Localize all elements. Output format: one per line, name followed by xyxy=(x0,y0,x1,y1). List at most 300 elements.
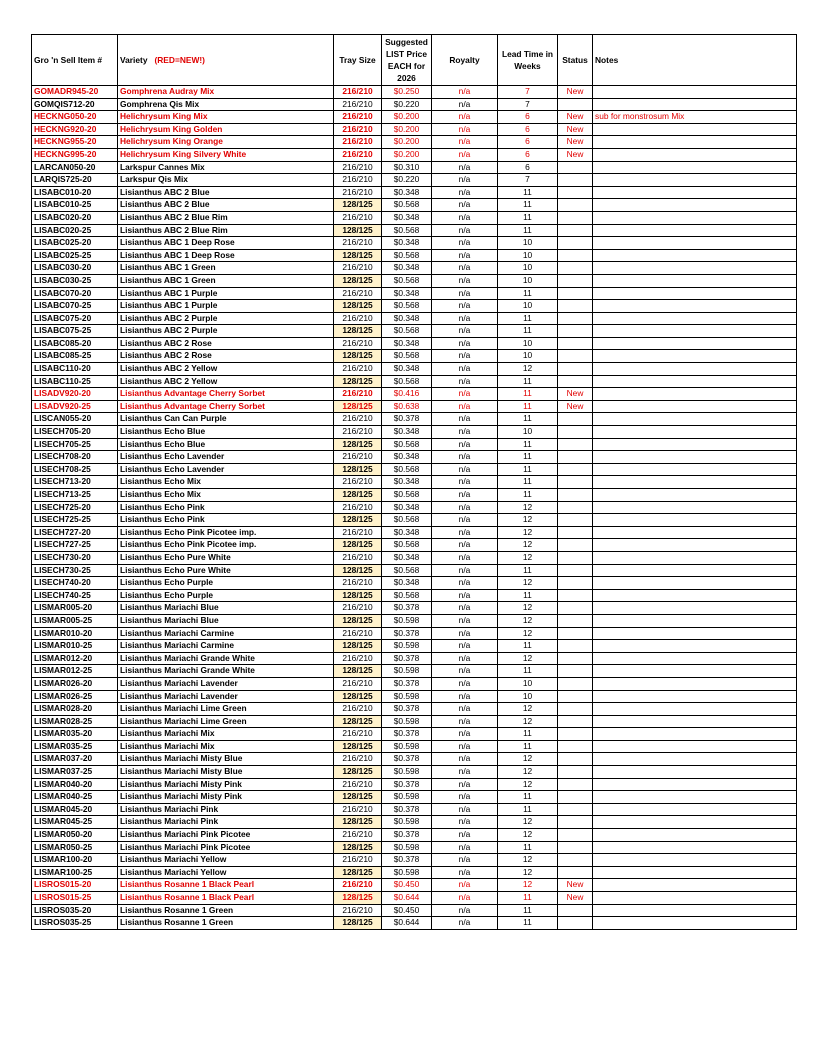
cell-status xyxy=(558,778,593,791)
cell-price: $0.598 xyxy=(382,640,432,653)
cell-royalty: n/a xyxy=(432,375,498,388)
table-row xyxy=(32,753,797,766)
cell-status xyxy=(558,640,593,653)
cell-lead-time: 12 xyxy=(498,879,558,892)
cell-royalty: n/a xyxy=(432,325,498,338)
table-row xyxy=(32,816,797,829)
cell-status xyxy=(558,426,593,439)
cell-item: LISMAR100-25 xyxy=(32,866,118,879)
cell-royalty: n/a xyxy=(432,350,498,363)
cell-item: LISABC025-20 xyxy=(32,237,118,250)
table-row xyxy=(32,186,797,199)
cell-notes xyxy=(593,690,797,703)
cell-lead-time: 11 xyxy=(498,211,558,224)
cell-tray: 216/210 xyxy=(334,703,382,716)
cell-status xyxy=(558,904,593,917)
cell-lead-time: 7 xyxy=(498,174,558,187)
cell-price: $0.598 xyxy=(382,665,432,678)
cell-lead-time: 6 xyxy=(498,111,558,124)
cell-lead-time: 11 xyxy=(498,841,558,854)
cell-item: LISABC070-25 xyxy=(32,300,118,313)
cell-royalty: n/a xyxy=(432,640,498,653)
cell-notes xyxy=(593,388,797,401)
cell-status xyxy=(558,854,593,867)
cell-tray: 128/125 xyxy=(334,665,382,678)
cell-price: $0.348 xyxy=(382,237,432,250)
cell-item: LISECH727-20 xyxy=(32,526,118,539)
cell-item: LISROS035-25 xyxy=(32,917,118,930)
cell-status xyxy=(558,186,593,199)
cell-item: LISECH705-20 xyxy=(32,426,118,439)
cell-price: $0.568 xyxy=(382,350,432,363)
cell-royalty: n/a xyxy=(432,186,498,199)
cell-variety: Lisianthus Rosanne 1 Green xyxy=(118,917,334,930)
cell-price: $0.644 xyxy=(382,892,432,905)
cell-item: LISMAR005-25 xyxy=(32,614,118,627)
cell-royalty: n/a xyxy=(432,551,498,564)
cell-royalty: n/a xyxy=(432,337,498,350)
cell-tray: 128/125 xyxy=(334,224,382,237)
cell-status xyxy=(558,463,593,476)
cell-royalty: n/a xyxy=(432,199,498,212)
cell-royalty: n/a xyxy=(432,917,498,930)
table-row xyxy=(32,199,797,212)
cell-item: LISECH708-25 xyxy=(32,463,118,476)
cell-royalty: n/a xyxy=(432,224,498,237)
cell-lead-time: 11 xyxy=(498,375,558,388)
cell-price: $0.568 xyxy=(382,249,432,262)
cell-royalty: n/a xyxy=(432,879,498,892)
cell-variety: Lisianthus Mariachi Lavender xyxy=(118,690,334,703)
cell-lead-time: 12 xyxy=(498,854,558,867)
cell-item: HECKNG955-20 xyxy=(32,136,118,149)
cell-status xyxy=(558,665,593,678)
cell-price: $0.568 xyxy=(382,589,432,602)
cell-lead-time: 11 xyxy=(498,325,558,338)
cell-item: LISABC110-20 xyxy=(32,363,118,376)
table-row xyxy=(32,413,797,426)
cell-notes xyxy=(593,514,797,527)
cell-status xyxy=(558,325,593,338)
col-royalty-header: Royalty xyxy=(432,35,498,86)
cell-price: $0.378 xyxy=(382,627,432,640)
cell-status: New xyxy=(558,388,593,401)
cell-tray: 216/210 xyxy=(334,237,382,250)
cell-tray: 128/125 xyxy=(334,463,382,476)
cell-price: $0.348 xyxy=(382,337,432,350)
table-row xyxy=(32,337,797,350)
cell-variety: Lisianthus Mariachi Mix xyxy=(118,728,334,741)
cell-tray: 216/210 xyxy=(334,677,382,690)
cell-royalty: n/a xyxy=(432,161,498,174)
cell-lead-time: 11 xyxy=(498,640,558,653)
cell-notes xyxy=(593,866,797,879)
cell-item: LISROS015-20 xyxy=(32,879,118,892)
cell-notes xyxy=(593,375,797,388)
cell-notes xyxy=(593,589,797,602)
cell-price: $0.598 xyxy=(382,841,432,854)
cell-item: HECKNG920-20 xyxy=(32,123,118,136)
cell-tray: 128/125 xyxy=(334,325,382,338)
cell-variety: Lisianthus ABC 2 Blue xyxy=(118,186,334,199)
cell-tray: 216/210 xyxy=(334,136,382,149)
cell-price: $0.378 xyxy=(382,829,432,842)
cell-royalty: n/a xyxy=(432,778,498,791)
cell-variety: Lisianthus Mariachi Blue xyxy=(118,614,334,627)
cell-lead-time: 12 xyxy=(498,715,558,728)
cell-price: $0.568 xyxy=(382,199,432,212)
cell-notes xyxy=(593,640,797,653)
cell-item: HECKNG050-20 xyxy=(32,111,118,124)
cell-notes xyxy=(593,363,797,376)
cell-royalty: n/a xyxy=(432,136,498,149)
cell-item: LISROS015-25 xyxy=(32,892,118,905)
cell-status xyxy=(558,489,593,502)
cell-tray: 216/210 xyxy=(334,627,382,640)
cell-item: LISABC010-20 xyxy=(32,186,118,199)
cell-lead-time: 11 xyxy=(498,904,558,917)
cell-status xyxy=(558,803,593,816)
cell-royalty: n/a xyxy=(432,829,498,842)
cell-variety: Lisianthus Mariachi Pink xyxy=(118,803,334,816)
cell-item: LISECH725-25 xyxy=(32,514,118,527)
cell-variety: Lisianthus Rosanne 1 Green xyxy=(118,904,334,917)
cell-notes xyxy=(593,879,797,892)
cell-status: New xyxy=(558,111,593,124)
table-row xyxy=(32,274,797,287)
cell-item: LISMAR037-20 xyxy=(32,753,118,766)
cell-tray: 216/210 xyxy=(334,148,382,161)
table-row xyxy=(32,879,797,892)
cell-notes xyxy=(593,841,797,854)
cell-royalty: n/a xyxy=(432,854,498,867)
cell-royalty: n/a xyxy=(432,501,498,514)
cell-notes xyxy=(593,136,797,149)
cell-notes xyxy=(593,526,797,539)
cell-tray: 216/210 xyxy=(334,602,382,615)
cell-price: $0.378 xyxy=(382,413,432,426)
cell-variety: Lisianthus Echo Blue xyxy=(118,438,334,451)
cell-notes xyxy=(593,199,797,212)
cell-price: $0.348 xyxy=(382,551,432,564)
cell-item: GOMADR945-20 xyxy=(32,86,118,99)
cell-lead-time: 11 xyxy=(498,728,558,741)
cell-notes xyxy=(593,287,797,300)
table-row xyxy=(32,161,797,174)
cell-variety: Lisianthus ABC 2 Rose xyxy=(118,337,334,350)
cell-item: LISECH740-25 xyxy=(32,589,118,602)
cell-item: LARCAN050-20 xyxy=(32,161,118,174)
cell-item: LISCAN055-20 xyxy=(32,413,118,426)
cell-tray: 128/125 xyxy=(334,791,382,804)
header-row xyxy=(32,35,797,86)
cell-price: $0.348 xyxy=(382,363,432,376)
cell-notes xyxy=(593,325,797,338)
cell-status xyxy=(558,740,593,753)
cell-notes xyxy=(593,665,797,678)
cell-tray: 216/210 xyxy=(334,211,382,224)
cell-item: HECKNG995-20 xyxy=(32,148,118,161)
cell-notes xyxy=(593,715,797,728)
cell-tray: 128/125 xyxy=(334,375,382,388)
cell-item: LISECH725-20 xyxy=(32,501,118,514)
cell-item: LISMAR100-20 xyxy=(32,854,118,867)
cell-lead-time: 11 xyxy=(498,917,558,930)
cell-item: LISMAR035-20 xyxy=(32,728,118,741)
cell-price: $0.378 xyxy=(382,677,432,690)
cell-tray: 128/125 xyxy=(334,589,382,602)
cell-price: $0.348 xyxy=(382,211,432,224)
cell-tray: 216/210 xyxy=(334,803,382,816)
cell-status xyxy=(558,690,593,703)
table-row xyxy=(32,551,797,564)
cell-tray: 216/210 xyxy=(334,111,382,124)
cell-variety: Lisianthus Echo Blue xyxy=(118,426,334,439)
cell-price: $0.200 xyxy=(382,123,432,136)
cell-notes xyxy=(593,463,797,476)
cell-royalty: n/a xyxy=(432,677,498,690)
table-row xyxy=(32,866,797,879)
cell-item: LISECH713-20 xyxy=(32,476,118,489)
cell-status xyxy=(558,917,593,930)
cell-notes xyxy=(593,211,797,224)
table-row xyxy=(32,539,797,552)
cell-status: New xyxy=(558,86,593,99)
table-row xyxy=(32,526,797,539)
cell-tray: 216/210 xyxy=(334,879,382,892)
cell-tray: 216/210 xyxy=(334,904,382,917)
cell-royalty: n/a xyxy=(432,463,498,476)
cell-variety: Lisianthus Mariachi Carmine xyxy=(118,627,334,640)
cell-notes xyxy=(593,413,797,426)
cell-price: $0.568 xyxy=(382,463,432,476)
cell-tray: 216/210 xyxy=(334,551,382,564)
table-row xyxy=(32,841,797,854)
table-row xyxy=(32,237,797,250)
cell-status xyxy=(558,866,593,879)
cell-status xyxy=(558,602,593,615)
table-row xyxy=(32,677,797,690)
cell-price: $0.598 xyxy=(382,690,432,703)
cell-status xyxy=(558,766,593,779)
cell-item: LISABC030-25 xyxy=(32,274,118,287)
cell-notes xyxy=(593,501,797,514)
cell-tray: 128/125 xyxy=(334,640,382,653)
cell-royalty: n/a xyxy=(432,237,498,250)
cell-lead-time: 12 xyxy=(498,829,558,842)
cell-lead-time: 7 xyxy=(498,86,558,99)
cell-royalty: n/a xyxy=(432,262,498,275)
cell-price: $0.416 xyxy=(382,388,432,401)
cell-notes xyxy=(593,476,797,489)
cell-variety: Lisianthus Mariachi Misty Blue xyxy=(118,753,334,766)
cell-tray: 216/210 xyxy=(334,123,382,136)
cell-notes: sub for monstrosum Mix xyxy=(593,111,797,124)
cell-item: LISABC025-25 xyxy=(32,249,118,262)
cell-status xyxy=(558,677,593,690)
table-row xyxy=(32,627,797,640)
cell-variety: Lisianthus Mariachi Mix xyxy=(118,740,334,753)
cell-lead-time: 11 xyxy=(498,589,558,602)
cell-notes xyxy=(593,86,797,99)
cell-tray: 216/210 xyxy=(334,413,382,426)
cell-item: LISECH705-25 xyxy=(32,438,118,451)
cell-royalty: n/a xyxy=(432,98,498,111)
cell-lead-time: 10 xyxy=(498,249,558,262)
cell-tray: 128/125 xyxy=(334,199,382,212)
cell-lead-time: 10 xyxy=(498,426,558,439)
cell-price: $0.598 xyxy=(382,866,432,879)
col-tray-header: Tray Size xyxy=(334,35,382,86)
cell-item: LISMAR035-25 xyxy=(32,740,118,753)
cell-royalty: n/a xyxy=(432,703,498,716)
cell-price: $0.598 xyxy=(382,766,432,779)
cell-status xyxy=(558,337,593,350)
cell-price: $0.568 xyxy=(382,564,432,577)
cell-lead-time: 11 xyxy=(498,413,558,426)
cell-lead-time: 12 xyxy=(498,577,558,590)
cell-price: $0.450 xyxy=(382,904,432,917)
cell-item: LISABC110-25 xyxy=(32,375,118,388)
cell-lead-time: 12 xyxy=(498,551,558,564)
cell-lead-time: 10 xyxy=(498,237,558,250)
cell-royalty: n/a xyxy=(432,514,498,527)
cell-item: LISMAR012-20 xyxy=(32,652,118,665)
cell-item: LISMAR005-20 xyxy=(32,602,118,615)
cell-variety: Lisianthus Echo Pink xyxy=(118,514,334,527)
cell-variety: Lisianthus Echo Lavender xyxy=(118,451,334,464)
cell-notes xyxy=(593,740,797,753)
cell-variety: Lisianthus Mariachi Lime Green xyxy=(118,703,334,716)
cell-price: $0.598 xyxy=(382,614,432,627)
cell-status xyxy=(558,174,593,187)
cell-royalty: n/a xyxy=(432,400,498,413)
cell-status xyxy=(558,249,593,262)
cell-lead-time: 11 xyxy=(498,312,558,325)
cell-item: GOMQIS712-20 xyxy=(32,98,118,111)
cell-status xyxy=(558,791,593,804)
table-row xyxy=(32,123,797,136)
cell-lead-time: 10 xyxy=(498,690,558,703)
cell-notes xyxy=(593,224,797,237)
cell-royalty: n/a xyxy=(432,426,498,439)
cell-status xyxy=(558,514,593,527)
cell-tray: 216/210 xyxy=(334,728,382,741)
cell-lead-time: 11 xyxy=(498,892,558,905)
cell-variety: Lisianthus Echo Pure White xyxy=(118,564,334,577)
cell-status xyxy=(558,526,593,539)
cell-lead-time: 11 xyxy=(498,186,558,199)
cell-notes xyxy=(593,400,797,413)
cell-tray: 128/125 xyxy=(334,866,382,879)
cell-lead-time: 6 xyxy=(498,123,558,136)
table-row xyxy=(32,211,797,224)
cell-tray: 216/210 xyxy=(334,161,382,174)
cell-royalty: n/a xyxy=(432,539,498,552)
cell-item: LISABC010-25 xyxy=(32,199,118,212)
cell-notes xyxy=(593,564,797,577)
cell-variety: Lisianthus ABC 2 Blue Rim xyxy=(118,224,334,237)
cell-royalty: n/a xyxy=(432,715,498,728)
cell-lead-time: 12 xyxy=(498,602,558,615)
table-row xyxy=(32,86,797,99)
table-row xyxy=(32,111,797,124)
cell-royalty: n/a xyxy=(432,803,498,816)
cell-item: LISMAR028-25 xyxy=(32,715,118,728)
cell-item: LISMAR040-25 xyxy=(32,791,118,804)
cell-notes xyxy=(593,161,797,174)
table-row xyxy=(32,514,797,527)
table-row xyxy=(32,577,797,590)
cell-item: LISROS035-20 xyxy=(32,904,118,917)
cell-variety: Lisianthus ABC 2 Rose xyxy=(118,350,334,363)
cell-notes xyxy=(593,426,797,439)
cell-status xyxy=(558,577,593,590)
table-row xyxy=(32,917,797,930)
cell-royalty: n/a xyxy=(432,388,498,401)
cell-tray: 216/210 xyxy=(334,476,382,489)
table-row xyxy=(32,98,797,111)
cell-royalty: n/a xyxy=(432,841,498,854)
table-row xyxy=(32,476,797,489)
cell-royalty: n/a xyxy=(432,174,498,187)
cell-status: New xyxy=(558,879,593,892)
table-row xyxy=(32,262,797,275)
cell-tray: 216/210 xyxy=(334,526,382,539)
cell-tray: 128/125 xyxy=(334,892,382,905)
cell-status xyxy=(558,841,593,854)
cell-notes xyxy=(593,791,797,804)
cell-status xyxy=(558,501,593,514)
cell-tray: 128/125 xyxy=(334,514,382,527)
table-row xyxy=(32,703,797,716)
cell-status xyxy=(558,211,593,224)
cell-tray: 128/125 xyxy=(334,740,382,753)
cell-lead-time: 11 xyxy=(498,438,558,451)
cell-lead-time: 10 xyxy=(498,262,558,275)
cell-tray: 128/125 xyxy=(334,917,382,930)
cell-variety: Lisianthus Advantage Cherry Sorbet xyxy=(118,388,334,401)
table-row xyxy=(32,803,797,816)
cell-royalty: n/a xyxy=(432,766,498,779)
cell-price: $0.348 xyxy=(382,526,432,539)
cell-variety: Lisianthus Mariachi Grande White xyxy=(118,652,334,665)
table-row xyxy=(32,564,797,577)
cell-notes xyxy=(593,614,797,627)
cell-variety: Lisianthus ABC 2 Purple xyxy=(118,325,334,338)
table-row xyxy=(32,892,797,905)
cell-item: LISMAR012-25 xyxy=(32,665,118,678)
cell-lead-time: 11 xyxy=(498,740,558,753)
cell-tray: 216/210 xyxy=(334,98,382,111)
cell-lead-time: 11 xyxy=(498,489,558,502)
cell-item: LARQIS725-20 xyxy=(32,174,118,187)
cell-notes xyxy=(593,829,797,842)
cell-tray: 216/210 xyxy=(334,426,382,439)
cell-variety: Lisianthus ABC 2 Yellow xyxy=(118,375,334,388)
cell-lead-time: 11 xyxy=(498,564,558,577)
cell-notes xyxy=(593,186,797,199)
cell-tray: 216/210 xyxy=(334,312,382,325)
cell-status xyxy=(558,476,593,489)
variety-new-note: (RED=NEW!) xyxy=(154,55,205,65)
cell-tray: 216/210 xyxy=(334,753,382,766)
cell-lead-time: 12 xyxy=(498,703,558,716)
cell-notes xyxy=(593,602,797,615)
cell-tray: 128/125 xyxy=(334,564,382,577)
cell-tray: 128/125 xyxy=(334,614,382,627)
cell-item: LISECH730-20 xyxy=(32,551,118,564)
